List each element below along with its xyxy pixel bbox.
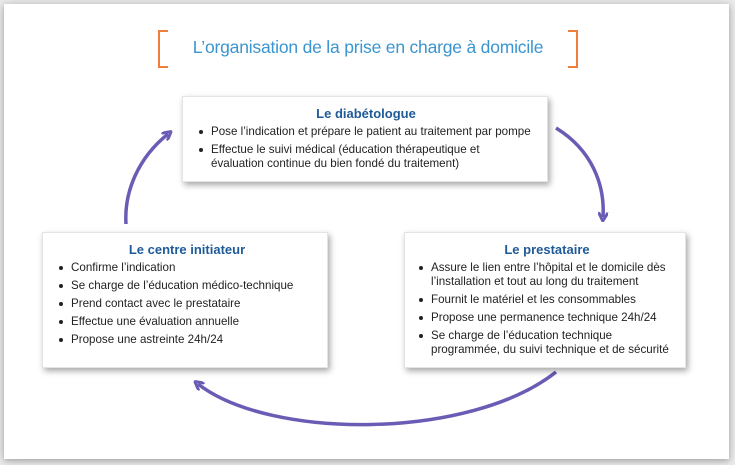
box-prestataire — [404, 232, 686, 368]
box-heading: Le prestataire — [504, 242, 590, 257]
list-item: Effectue le suivi médical (éducation thérapeutique et évaluation continue du bien fondé du traitement) — [197, 143, 535, 171]
arrow-left-to-top — [126, 134, 168, 224]
arrow-top-to-right — [556, 128, 603, 217]
box-list — [57, 261, 317, 347]
arrow-right-to-left — [198, 372, 556, 425]
box-diabetologue — [182, 96, 548, 182]
list-item: Confirme l’indication — [57, 261, 317, 275]
list-item: Fournit le matériel et les consommables — [417, 293, 677, 307]
list-item: Assure le lien entre l’hôpital et le domicile dès l’installation et tout au long du traitement — [417, 261, 677, 289]
box-list — [197, 125, 535, 171]
list-item: Propose une astreinte 24h/24 — [57, 333, 317, 347]
list-item: Prend contact avec le prestataire — [57, 297, 317, 311]
box-centre-initiateur — [42, 232, 328, 368]
box-heading: Le centre initiateur — [128, 242, 246, 257]
list-item: Se charge de l’éducation technique programmée, du suivi technique et de sécurité — [417, 329, 677, 357]
box-list — [417, 261, 677, 357]
list-item: Effectue une évaluation annuelle — [57, 315, 317, 329]
list-item: Se charge de l’éducation médico-technique — [57, 279, 317, 293]
list-item: Propose une permanence technique 24h/24 — [417, 311, 677, 325]
box-heading: Le diabétologue — [316, 106, 416, 121]
list-item: Pose l’indication et prépare le patient au traitement par pompe — [197, 125, 535, 139]
diagram-title: L’organisation de la prise en charge à domicile — [192, 37, 544, 57]
